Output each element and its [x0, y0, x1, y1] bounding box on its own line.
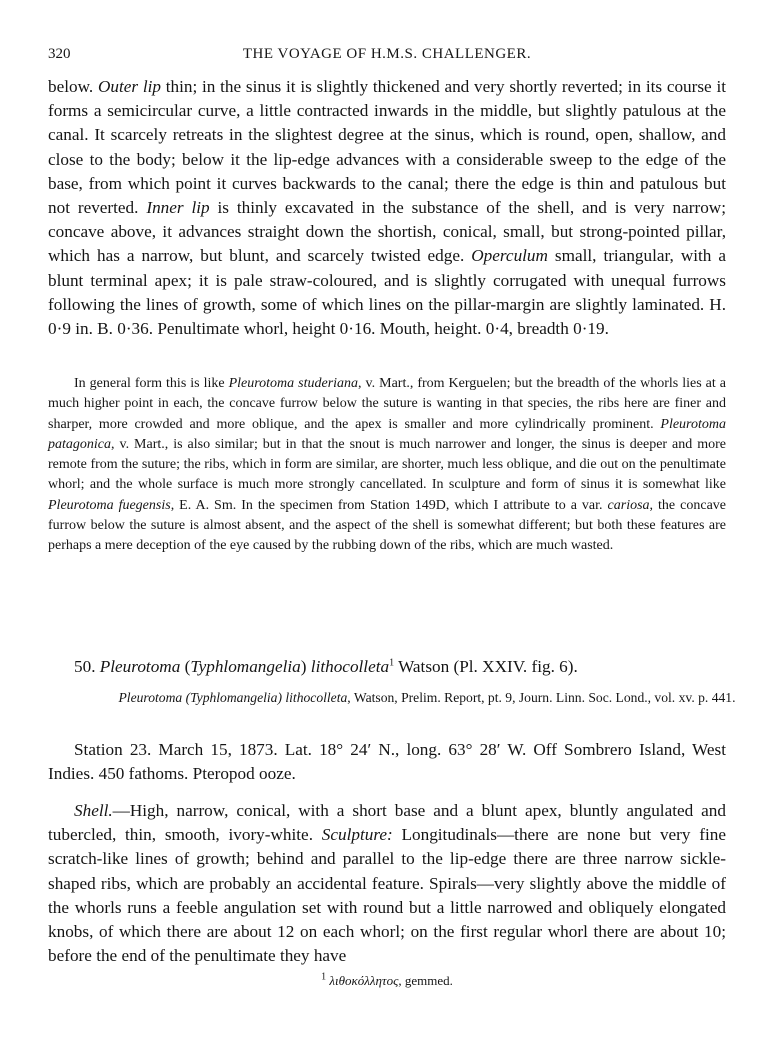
shell-description: Shell.—High, narrow, conical, with a short base and a blunt apex, bluntly angulated and tubercled, thin, smooth, ivory-white. Sculpture: Longitudinals—there are none but very fine scratch-like lines of growth; behind and parallel to the lip-edge there are three narrow sickle-shaped ribs, which are probably an accidental feature. Spirals—very slightly above the middle of the whorls runs a feeble angulation set with round but a little narrowed and obliquely elongated knobs, of which there are about 12 on each whorl; on the first regular whorl there are about 10; before the end of the penultimate they have: [48, 801, 726, 966]
running-header: [48, 46, 726, 66]
term-operculum: Operculum: [471, 246, 548, 266]
term-inner-lip: Inner lip: [146, 198, 210, 218]
station-record: Station 23. March 15, 1873. Lat. 18° 24′ N., long. 63° 28′ W. Off Sombrero Island, West Indies. 450 fathoms. Pteropod ooze.: [48, 740, 726, 784]
footnote: $^1$ λιθοκόλλητος, gemmed.: [321, 971, 453, 988]
comparison-note: In general form this is like Pleurotoma studeriana, v. Mart., from Kerguelen; but the breadth of the whorls lies at a much higher point in each, the concave furrow below the suture is wanting in that species, the ribs here are finer and sharper, more crowded and more oblique, and the apex is smaller and more cylindrically prominent. Pleurotoma patagonica, v. Mart., is also similar; but in that the snout is much narrower and longer, the sinus is deeper and more remote from the suture; the ribs, which in form are similar, are shorter, much less oblique, and die out on the penultimate whorl; and the whole surface is much more strongly cancellated. In sculpture and form of sinus it is somewhat like Pleurotoma fuegensis, E. A. Sm. In the specimen from Station 149D, which I attribute to a var. cariosa, the concave furrow below the suture is almost absent, and the aspect of the shell is somewhat different; but both these features are perhaps a mere deception of the eye caused by the rubbing down of the ribs, which are much wasted.: [48, 376, 726, 554]
running-title: THE VOYAGE OF H.M.S. CHALLENGER.: [242, 46, 532, 62]
variety-name: cariosa: [607, 497, 650, 513]
term-outer-lip: Outer lip: [97, 77, 161, 96]
greek-word: λιθοκόλλητος: [329, 973, 399, 988]
description-paragraph: below. Outer lip thin; in the sinus it is slightly thickened and very shortly reverted; in its course it forms a semicircular curve, a little contracted inwards in the middle, but slightly patulous at the canal. It scarcely retreats in the slightest degree at the sinus, which is round, open, shallow, and close to the body; below it the lip-edge advances with a considerable sweep to the edge of the base, from which point it curves backwards to the canal; there the edge is thin and patulous but not reverted. Inner lip is thinly excavated in the substance of the shell, and is very narrow; concave above, it advances straight down the shortish, conical, small, but strong-pointed pillar, which has a narrow, but blunt, and scarcely twisted edge. Operculum small, triangular, with a blunt terminal apex; it is pale straw-coloured, and is slightly corrugated with unequal furrows following the lines of growth, some of which lines on the pillar-margin are slightly laminated. H. 0·9 in. B. 0·36. Penultimate whorl, height 0·16. Mouth, height. 0·4, breadth 0·19.: [48, 77, 726, 339]
reference-citation: Pleurotoma (Typhlomangelia) lithocolleta, Watson, Prelim. Report, pt. 9, Journ. Linn. Soc. Lond., vol. xv. p. 441.: [118, 690, 736, 705]
species-name: Pleurotoma studeriana: [228, 376, 359, 391]
sculpture-label: Sculpture:: [321, 825, 393, 845]
shell-label: Shell.: [74, 801, 113, 820]
species-name: Pleurotoma patagonica: [48, 416, 726, 452]
page-number: 320: [48, 46, 71, 62]
species-name: Pleurotoma fuegensis: [48, 497, 171, 513]
footnote-marker: 1: [389, 657, 395, 669]
species-heading: 50. Pleurotoma (Typhlomangelia) lithocolleta$^1$ Watson (Pl. XXIV. fig. 6).: [74, 657, 578, 676]
